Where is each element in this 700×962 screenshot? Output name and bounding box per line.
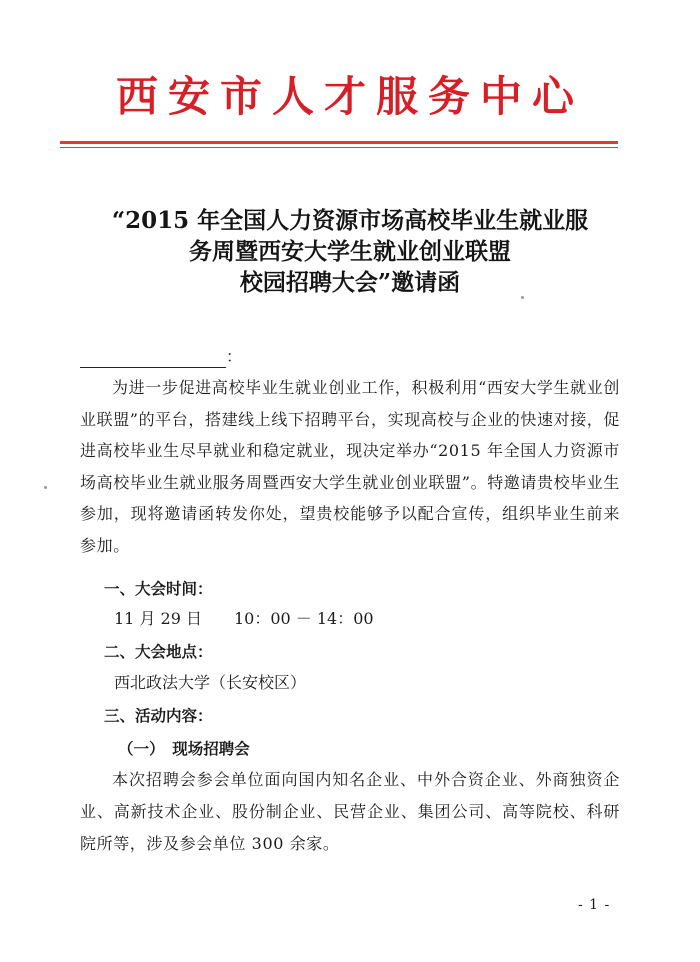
section-time-heading: 一、大会时间：: [104, 580, 213, 598]
letterhead-rule-thin: [60, 147, 618, 148]
scan-speck: [44, 486, 47, 489]
title-line-2: 务周暨西安大学生就业创业联盟: [189, 238, 511, 265]
title-line-3: 校园招聘大会”邀请函: [239, 269, 461, 296]
scan-speck: [521, 296, 524, 299]
section-place-heading: 二、大会地点：: [104, 643, 213, 661]
intro-paragraph: 为进一步促进高校毕业生就业创业工作，积极利用“西安大学生就业创业联盟”的平台，搭建线上线下招聘平台，实现高校与企业的快速对接，促进高校毕业生尽早就业和稳定就业，现决定举办“2015 年全国人力资源市场高校毕业生就业服务周暨西安大学生就业创业联盟”。特邀请贵校毕业生参加，现将邀请函转发你处，望贵校能够予以配合宣传，组织毕业生前来参加。: [80, 378, 620, 555]
section-place-value: 西北政法大学（长安校区）: [114, 673, 307, 692]
letterhead-rule-thick: [60, 141, 618, 144]
document-title: [70, 205, 630, 298]
letterhead-title: 西安市人才服务中心: [115, 72, 584, 121]
section-content-heading: 三、活动内容：: [104, 707, 213, 725]
salutation: [80, 346, 242, 368]
subsection-onsite-job-fair: （一） 现场招聘会: [118, 740, 250, 758]
content-paragraph: 本次招聘会参会单位面向国内知名企业、中外合资企业、外商独资企业、高新技术企业、股份制企业、民营企业、集团公司、高等院校、科研院所等，涉及参会单位 300 余家。: [80, 770, 620, 853]
recipient-blank-line: [80, 351, 226, 368]
page-number: - 1 -: [578, 897, 611, 913]
section-time-value: 11 月 29 日 10：00 － 14：00: [114, 609, 374, 628]
title-line-1: “2015 年全国人力资源市场高校毕业生就业服: [111, 207, 589, 234]
salutation-colon: ：: [226, 347, 243, 366]
